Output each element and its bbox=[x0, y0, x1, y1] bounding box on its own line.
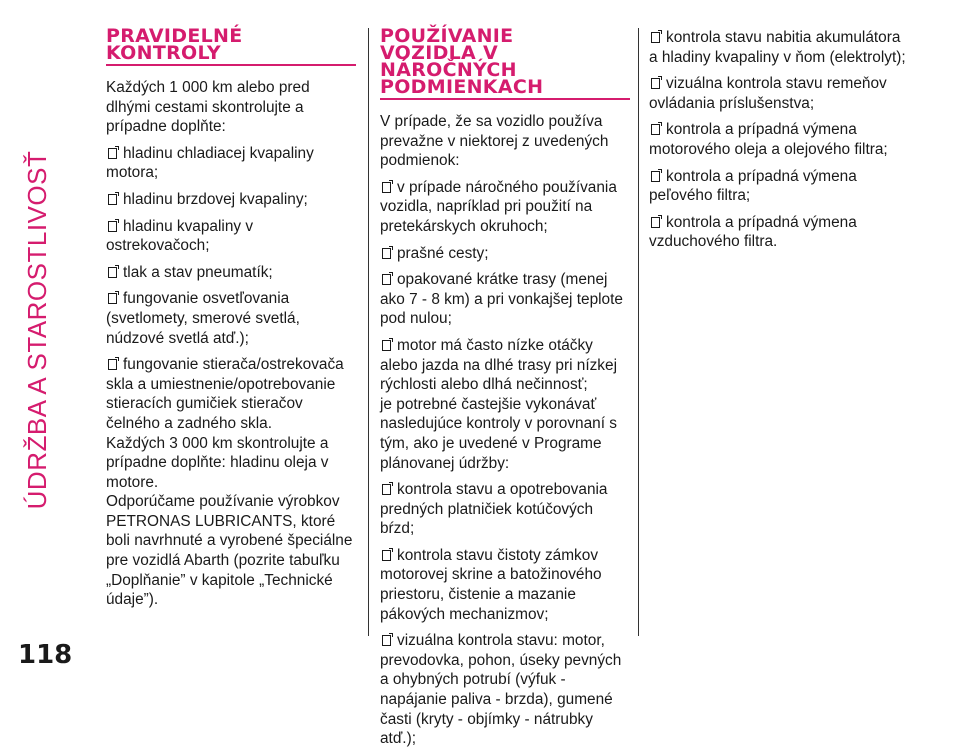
checkbox-bullet-icon bbox=[108, 359, 117, 370]
checkbox-bullet-icon bbox=[108, 194, 117, 205]
column-3 bbox=[649, 28, 909, 252]
column-2 bbox=[380, 25, 630, 749]
column-divider bbox=[368, 28, 369, 636]
product-recommendation-paragraph: Odporúčame používanie výrobkov PETRONAS LUBRICANTS, ktoré boli navrhnuté a vyrobené špeciálne pre vozidlá Abarth (pozrite tabuľku „Doplňanie” v kapitole „Technické údaje”). bbox=[106, 493, 353, 609]
heading-line: PRAVIDELNÉ bbox=[106, 25, 243, 47]
list-item: motor má často nízke otáčky alebo jazda na dlhé trasy pri nízkej rýchlosti alebo dlhá nečinnosť; bbox=[380, 336, 617, 394]
checkbox-bullet-icon bbox=[108, 293, 117, 304]
checkbox-bullet-icon bbox=[651, 217, 660, 228]
heading-line: KONTROLY bbox=[106, 42, 221, 64]
list-item: kontrola stavu a opotrebovania predných platničiek kotúčových bŕzd; bbox=[380, 481, 608, 538]
middle-paragraph: je potrebné častejšie vykonávať nasledujúce kontroly v porovnaní s tým, ako je uvedené v Programe plánovanej údržby: bbox=[380, 395, 617, 472]
checkbox-bullet-icon bbox=[108, 148, 117, 159]
list-item: tlak a stav pneumatík; bbox=[106, 263, 356, 283]
list-item: kontrola a prípadná výmena vzduchového filtra. bbox=[649, 213, 857, 251]
side-chapter-title bbox=[12, 30, 62, 630]
list-item: kontrola a prípadná výmena peľového filtra; bbox=[649, 167, 857, 205]
heading-line: PODMIENKACH bbox=[380, 76, 544, 98]
checkbox-bullet-icon bbox=[382, 340, 391, 351]
column-divider bbox=[638, 28, 639, 636]
checkbox-bullet-icon bbox=[108, 267, 117, 278]
checkbox-bullet-icon bbox=[651, 32, 660, 43]
heading-underline bbox=[380, 98, 630, 100]
oil-check-paragraph: Každých 3 000 km skontrolujte a prípadne doplňte: hladinu oleja v motore. bbox=[106, 434, 329, 491]
heading-line: NÁROČNÝCH bbox=[380, 59, 517, 81]
list-item: hladinu chladiacej kvapaliny motora; bbox=[106, 144, 314, 182]
list-item: kontrola stavu nabitia akumulátora a hladiny kvapaliny v ňom (elektrolyt); bbox=[649, 29, 906, 66]
checkbox-bullet-icon bbox=[382, 484, 391, 495]
heading-underline bbox=[106, 64, 356, 66]
checkbox-bullet-icon bbox=[382, 182, 391, 193]
checkbox-bullet-icon bbox=[382, 274, 391, 285]
list-item: vizuálna kontrola stavu remeňov ovládania príslušenstva; bbox=[649, 75, 887, 112]
checkbox-bullet-icon bbox=[651, 78, 660, 89]
list-item: fungovanie osvetľovania (svetlomety, smerové svetlá, núdzové svetlá atď.); bbox=[106, 290, 300, 347]
checkbox-bullet-icon bbox=[382, 248, 391, 259]
column-1 bbox=[106, 25, 356, 610]
section-heading-severe-conditions bbox=[380, 25, 630, 98]
checkbox-bullet-icon bbox=[651, 171, 660, 182]
checkbox-bullet-icon bbox=[108, 221, 117, 232]
heading-line: VOZIDLA V bbox=[380, 42, 498, 64]
intro-paragraph: V prípade, že sa vozidlo používa prevažne v niektorej z uvedených podmienok: bbox=[380, 113, 609, 170]
list-item: hladinu kvapaliny v ostrekovačoch; bbox=[106, 217, 254, 255]
list-item: opakované krátke trasy (menej ako 7 - 8 km) a pri vonkajšej teplote pod nulou; bbox=[380, 271, 623, 328]
list-item: kontrola a prípadná výmena motorového oleja a olejového filtra; bbox=[649, 121, 888, 158]
list-item: kontrola stavu čistoty zámkov motorovej skrine a batožinového priestoru, čistenie a mazanie pákových mechanizmov; bbox=[380, 546, 602, 623]
list-item: fungovanie stierača/ostrekovača skla a umiestnenie/opotrebovanie stieracích gumičiek stieračov čelného a zadného skla. bbox=[106, 356, 344, 432]
list-item: hladinu brzdovej kvapaliny; bbox=[106, 190, 356, 210]
checkbox-bullet-icon bbox=[382, 635, 391, 646]
heading-line: POUŽÍVANIE bbox=[380, 25, 514, 47]
checkbox-bullet-icon bbox=[382, 550, 391, 561]
list-item: v prípade náročného používania vozidla, napríklad pri použití na pretekárskych okruhoch; bbox=[380, 178, 617, 235]
intro-paragraph: Každých 1 000 km alebo pred dlhými cestami skontrolujte a prípadne doplňte: bbox=[106, 79, 310, 136]
side-chapter-title-text: ÚDRŽBA A STAROSTLIVOSŤ bbox=[22, 150, 52, 510]
list-item: vizuálna kontrola stavu: motor, prevodovka, pohon, úseky pevných a ohybných potrubí (výfuk - napájanie paliva - brzda), gumené časti (kryty - objímky - nátrubky atď.); bbox=[380, 632, 622, 748]
section-heading-regular-checks bbox=[106, 25, 356, 64]
list-item: prašné cesty; bbox=[380, 244, 630, 264]
page-number: 118 bbox=[18, 640, 73, 670]
checkbox-bullet-icon bbox=[651, 124, 660, 135]
